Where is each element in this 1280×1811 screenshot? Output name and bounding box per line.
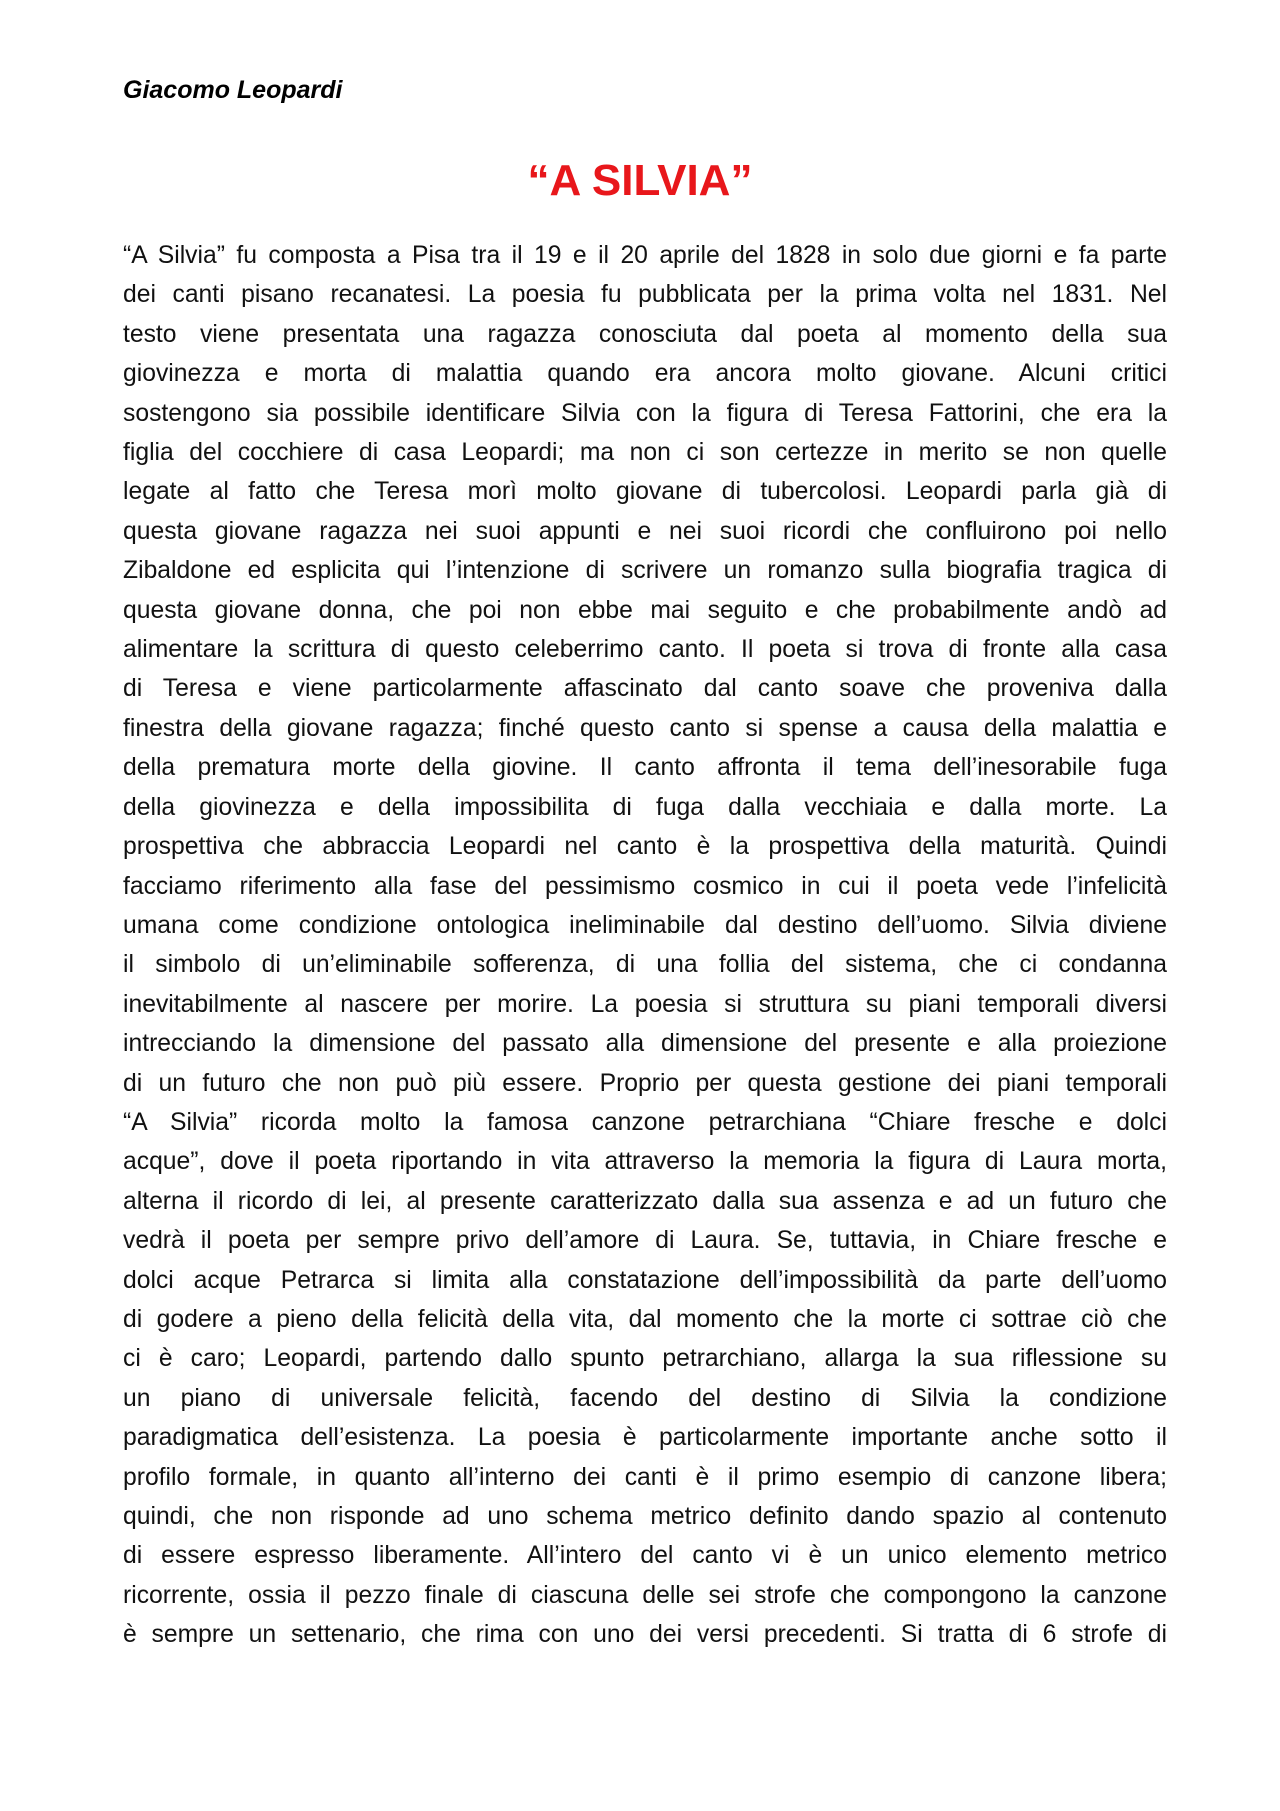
body-line: acque”, dove il poeta riportando in vita attraverso la memoria la figura di Laura morta, (123, 1148, 1167, 1176)
body-line: ricorrente, ossia il pezzo finale di ciascuna delle sei strofe che compongono la canzone (123, 1581, 1167, 1609)
body-line: dei canti pisano recanatesi. La poesia fu pubblicata per la prima volta nel 1831. Nel (123, 281, 1167, 309)
body-line: testo viene presentata una ragazza conosciuta dal poeta al momento della sua (123, 320, 1167, 348)
body-line: umana come condizione ontologica ineliminabile dal destino dell’uomo. Silvia diviene (123, 911, 1167, 939)
body-line: dolci acque Petrarca si limita alla constatazione dell’impossibilità da parte dell’uomo (123, 1266, 1167, 1294)
body-line: di essere espresso liberamente. All’intero del canto vi è un unico elemento metrico (123, 1542, 1167, 1570)
body-line: questa giovane ragazza nei suoi appunti e nei suoi ricordi che confluirono poi nello (123, 517, 1167, 545)
body-line: finestra della giovane ragazza; finché questo canto si spense a causa della malattia e (123, 714, 1167, 742)
body-line: figlia del cocchiere di casa Leopardi; ma non ci son certezze in merito se non quelle (123, 439, 1167, 467)
body-line: sostengono sia possibile identificare Silvia con la figura di Teresa Fattorini, che era la (123, 399, 1167, 427)
body-line: profilo formale, in quanto all’interno dei canti è il primo esempio di canzone libera; (123, 1463, 1167, 1491)
body-line: della prematura morte della giovine. Il canto affronta il tema dell’inesorabile fuga (123, 754, 1167, 782)
body-line: inevitabilmente al nascere per morire. La poesia si struttura su piani temporali diversi (123, 990, 1167, 1018)
body-paragraph (123, 236, 1167, 1655)
body-line: giovinezza e morta di malattia quando era ancora molto giovane. Alcuni critici (123, 360, 1167, 388)
body-line: “A Silvia” ricorda molto la famosa canzone petrarchiana “Chiare fresche e dolci (123, 1108, 1167, 1136)
body-line: di un futuro che non può più essere. Proprio per questa gestione dei piani temporali (123, 1069, 1167, 1097)
body-line: intrecciando la dimensione del passato alla dimensione del presente e alla proiezione (123, 1030, 1167, 1058)
body-line: il simbolo di un’eliminabile sofferenza, di una follia del sistema, che ci condanna (123, 951, 1167, 979)
body-line: di godere a pieno della felicità della vita, dal momento che la morte ci sottrae ciò che (123, 1305, 1167, 1333)
author-name: Giacomo Leopardi (123, 76, 343, 104)
body-line: legate al fatto che Teresa morì molto giovane di tubercolosi. Leopardi parla già di (123, 478, 1167, 506)
body-line: di Teresa e viene particolarmente affascinato dal canto soave che proveniva dalla (123, 675, 1167, 703)
body-line: questa giovane donna, che poi non ebbe mai seguito e che probabilmente andò ad (123, 596, 1167, 624)
body-line: è sempre un settenario, che rima con uno dei versi precedenti. Si tratta di 6 strofe di (123, 1621, 1167, 1649)
body-line: un piano di universale felicità, facendo del destino di Silvia la condizione (123, 1384, 1167, 1412)
body-line: ci è caro; Leopardi, partendo dallo spunto petrarchiano, allarga la sua riflessione su (123, 1345, 1167, 1373)
body-line: Zibaldone ed esplicita qui l’intenzione di scrivere un romanzo sulla biografia tragica di (123, 557, 1167, 585)
page-title: “A SILVIA” (527, 156, 753, 205)
body-line: “A Silvia” fu composta a Pisa tra il 19 e il 20 aprile del 1828 in solo due giorni e fa parte (123, 242, 1167, 269)
body-line: paradigmatica dell’esistenza. La poesia è particolarmente importante anche sotto il (123, 1424, 1167, 1452)
body-line: facciamo riferimento alla fase del pessimismo cosmico in cui il poeta vede l’infelicità (123, 872, 1167, 900)
body-line: quindi, che non risponde ad uno schema metrico definito dando spazio al contenuto (123, 1503, 1167, 1530)
body-line: alterna il ricordo di lei, al presente caratterizzato dalla sua assenza e ad un futuro che (123, 1187, 1167, 1215)
body-line: alimentare la scrittura di questo celeberrimo canto. Il poeta si trova di fronte alla casa (123, 636, 1167, 664)
body-line: della giovinezza e della impossibilita di fuga dalla vecchiaia e dalla morte. La (123, 793, 1167, 821)
body-line: prospettiva che abbraccia Leopardi nel canto è la prospettiva della maturità. Quindi (123, 833, 1167, 861)
body-line: vedrà il poeta per sempre privo dell’amore di Laura. Se, tuttavia, in Chiare fresche e (123, 1227, 1167, 1255)
